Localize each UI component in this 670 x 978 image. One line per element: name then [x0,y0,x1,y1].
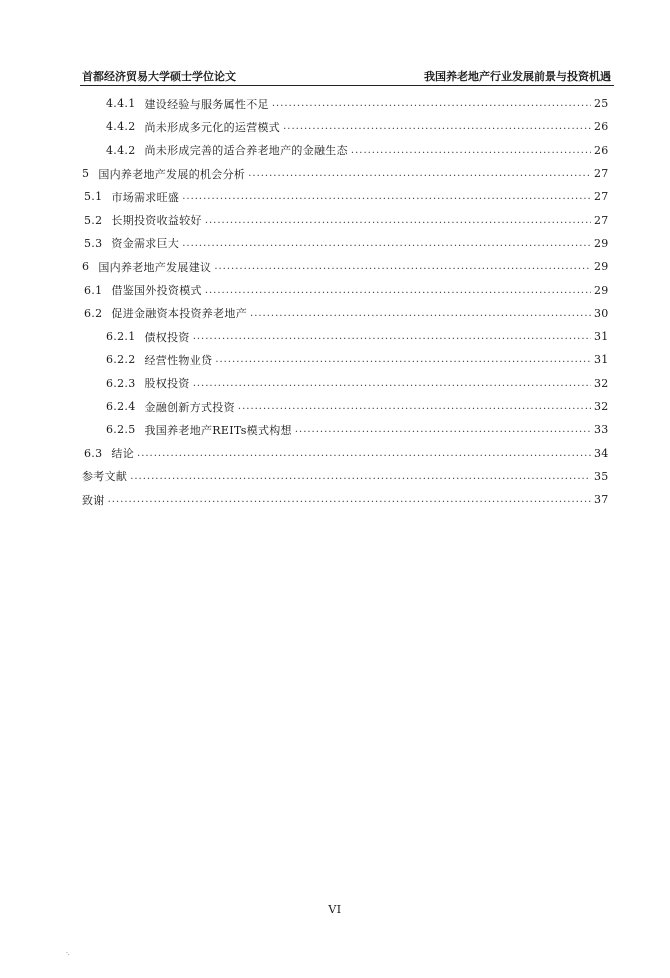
toc-entry-number: 5.1 [84,190,103,204]
toc-entry-page: 27 [594,167,609,181]
toc-entry-number: 4.4.2 [106,143,136,157]
toc-entry-title: 股权投资 [144,377,190,391]
toc-entry-title: 建设经验与服务属性不足 [144,97,269,111]
toc-entry[interactable] [82,92,608,115]
toc-entry[interactable] [82,488,608,511]
toc-entry[interactable] [82,395,608,418]
toc-entry-page: 31 [594,330,609,344]
toc-dot-leader [215,354,591,365]
toc-entry[interactable] [82,348,608,371]
toc-entry-page: 32 [594,376,609,390]
toc-entry[interactable] [82,418,608,441]
toc-entry-page: 29 [594,283,609,297]
toc-entry-page: 26 [594,143,609,157]
header-thesis-title: 我国养老地产行业发展前景与投资机遇 [424,70,611,83]
header-rule [80,85,614,86]
toc-dot-leader [250,308,591,319]
toc-entry-page: 37 [594,493,609,507]
toc-dot-leader [272,98,591,109]
toc-entry-title: 尚未形成完善的适合养老地产的金融生态 [144,144,348,158]
table-of-contents [82,92,608,511]
toc-entry-number: 6.2.5 [106,423,136,437]
toc-entry-number: 6 [82,260,90,274]
scan-speck: ·. [66,950,70,957]
toc-dot-leader [108,494,591,505]
toc-entry-number: 6.2.3 [106,376,136,390]
toc-dot-leader [238,401,591,412]
toc-entry[interactable] [82,441,608,464]
toc-dot-leader [193,331,591,342]
toc-dot-leader [214,261,591,272]
toc-entry-page: 26 [594,120,609,134]
toc-entry-page: 29 [594,236,609,250]
toc-dot-leader [205,285,591,296]
toc-dot-leader [248,168,591,179]
toc-entry[interactable] [82,162,608,185]
toc-entry-title: 促进金融资本投资养老地产 [111,307,248,321]
toc-entry[interactable] [82,372,608,395]
toc-entry[interactable] [82,139,608,162]
toc-entry[interactable] [82,465,608,488]
toc-entry-title: 金融创新方式投资 [144,400,235,414]
toc-entry-title: 尚未形成多元化的运营模式 [144,120,281,134]
page-number: VI [328,903,342,916]
toc-entry-title: 结论 [111,447,135,461]
toc-entry-title: 经营性物业贷 [144,353,213,367]
toc-entry-page: 34 [594,446,609,460]
toc-entry-number: 5.2 [84,213,103,227]
toc-entry[interactable] [82,278,608,301]
toc-dot-leader [205,215,591,226]
toc-entry-title: 国内养老地产发展的机会分析 [98,167,246,181]
toc-entry-page: 33 [594,423,609,437]
toc-entry-page: 25 [594,97,609,111]
toc-entry[interactable] [82,185,608,208]
toc-entry-page: 27 [594,213,609,227]
toc-entry-title: 长期投资收益较好 [111,214,202,228]
toc-dot-leader [182,238,591,249]
toc-entry-title: 参考文献 [82,470,128,484]
toc-entry-page: 27 [594,190,609,204]
toc-dot-leader [351,145,591,156]
toc-entry-title: 资金需求巨大 [111,237,180,251]
toc-entry-page: 32 [594,400,609,413]
toc-entry-number: 6.2.2 [106,353,136,367]
toc-entry-number: 4.4.1 [106,97,136,111]
toc-entry-number: 5 [82,167,90,181]
toc-entry[interactable] [82,115,608,138]
toc-entry-number: 5.3 [84,236,103,250]
toc-entry-title: 国内养老地产发展建议 [98,260,212,274]
toc-dot-leader [283,121,591,132]
toc-entry[interactable] [82,302,608,325]
toc-entry-title: 致谢 [82,493,105,507]
toc-dot-leader [130,471,591,482]
toc-entry[interactable] [82,255,608,278]
toc-entry[interactable] [82,325,608,348]
toc-entry-title: 市场需求旺盛 [111,190,180,204]
toc-entry-number: 6.3 [84,446,103,460]
toc-entry-page: 31 [594,353,609,367]
toc-entry[interactable] [82,232,608,255]
toc-dot-leader [182,191,591,202]
toc-entry-title: 债权投资 [144,330,190,344]
header-thesis-label: 首都经济贸易大学硕士学位论文 [82,70,236,83]
toc-entry-number: 6.2.4 [106,400,136,413]
toc-entry-number: 6.2 [84,306,103,320]
toc-dot-leader [137,448,591,459]
toc-entry-title: 我国养老地产REITs模式构想 [144,423,292,437]
running-header [82,64,611,84]
toc-entry[interactable] [82,208,608,231]
toc-entry-number: 6.2.1 [106,330,136,344]
toc-entry-page: 35 [594,469,609,483]
toc-dot-leader [295,424,591,435]
toc-entry-title: 借鉴国外投资模式 [111,284,202,298]
toc-dot-leader [193,378,591,389]
toc-entry-page: 29 [594,260,609,274]
toc-entry-number: 4.4.2 [106,120,136,134]
toc-entry-number: 6.1 [84,283,103,297]
toc-entry-page: 30 [594,306,609,320]
